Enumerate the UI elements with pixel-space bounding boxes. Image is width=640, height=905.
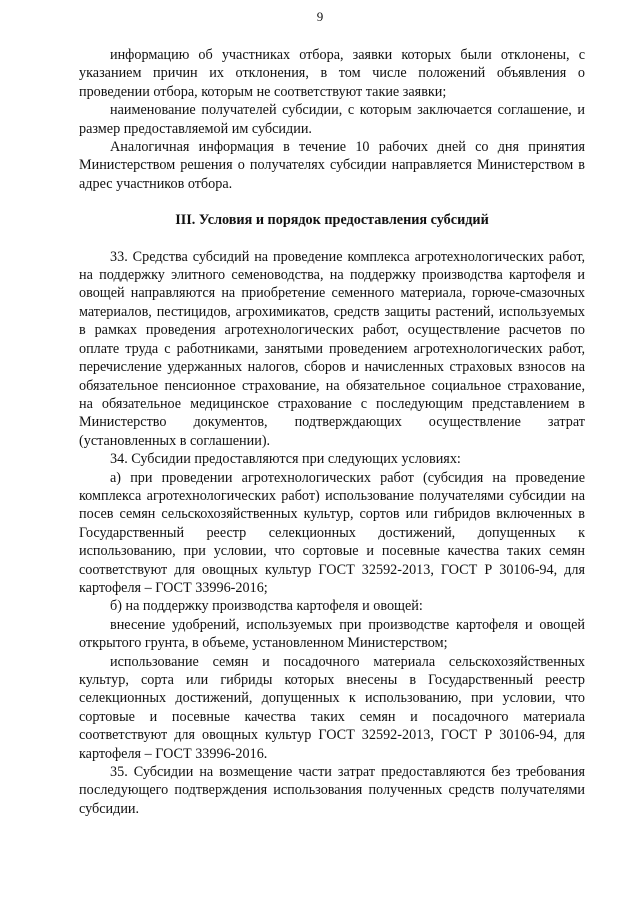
paragraph-34-a: а) при проведении агротехнологических работ (субсидия на проведение комплекса агротехнологических работ) использование получателями субсидии на посев семян сельскохозяйственных культур, сортов или гибридов включенных в Государственный реестр селекционных достижений, допущенных к использованию, при условии, что сортовые и посевные качества таких семян соответствуют для овощных культур ГОСТ 32592-2013, ГОСТ Р 30106-94, для картофеля – ГОСТ 33996-2016; [79,469,585,596]
paragraph-33: 33. Средства субсидий на проведение комплекса агротехнологических работ, на поддержку элитного семеноводства, на поддержку производства картофеля и овощей направляются на приобретение семенного материала, горюче-смазочных материалов, пестицидов, агрохимикатов, средств защиты растений, используемых в рамках проведения агротехнологических работ, осуществление расчетов по оплате труда с работниками, занятыми проведением агротехнологических работ, перечисление удержанных налогов, сборов и начисленных страховых взносов на обязательное пенсионное страхование, на обязательное социальное страхование, на обязательное медицинское страхование с последующим представлением в Министерство документов, подтверждающих осуществление затрат (установленных в соглашении). [79,248,585,449]
paragraph-fertilizers: внесение удобрений, используемых при производстве картофеля и овощей открытого грунта, в объеме, установленном Министерством; [79,616,585,652]
paragraph-recipient-names: наименование получателей субсидии, с которым заключается соглашение, и размер предоставляемой им субсидии. [79,102,585,137]
section-heading: III. Условия и порядок предоставления субсидий [175,212,489,229]
paragraph-34-b: б) на поддержку производства картофеля и овощей: [110,598,423,615]
paragraph-34: 34. Субсидии предоставляются при следующих условиях: [110,451,461,468]
paragraph-rejected-participants: информацию об участниках отбора, заявки которых были отклонены, с указанием причин их отклонения, в том числе положений объявления о проведении отбора, которым не соответствуют такие заявки; [79,47,585,100]
paragraph-seeds: использование семян и посадочного материала сельскохозяйственных культур, сорта или гибриды которых внесены в Государственный реестр селекционных достижений, допущенных к использованию, при условии, что сортовые и посевные качества таких семян и посадочного материала соответствуют для овощных культур ГОСТ 32592-2013, ГОСТ Р 30106-94, для картофеля – ГОСТ 33996-2016. [79,653,585,762]
document-body [79,46,585,818]
paragraph-35: 35. Субсидии на возмещение части затрат предоставляются без требования последующего подтверждения использования полученных средств получателями субсидии. [79,764,585,817]
page-number: 9 [316,9,324,24]
paragraph-analogous-info: Аналогичная информация в течение 10 рабочих дней со дня принятия Министерством решения о получателях субсидии направляется Министерством в адрес участников отбора. [79,139,585,192]
